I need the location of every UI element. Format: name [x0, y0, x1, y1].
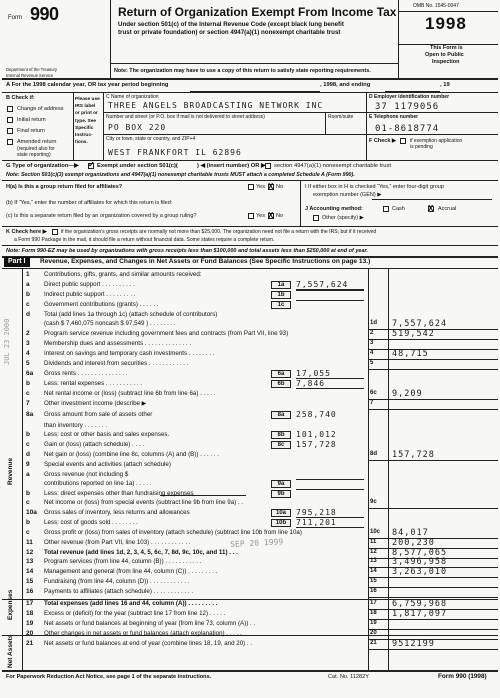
inner-box-label: 10b	[271, 519, 291, 527]
accrual-mark: X	[428, 204, 434, 213]
inner-box-amount[interactable]: 795,218	[296, 508, 364, 518]
amount-column-label: 11	[370, 539, 377, 545]
line-k-checkbox[interactable]	[52, 229, 58, 235]
line-description: Excess or (deficit) for the year (subtract line 17 from line 12) . . . . .	[44, 610, 226, 617]
amount-column-label: 20	[370, 630, 377, 636]
line-number: 21	[26, 640, 34, 647]
amount-column-label: 10c	[370, 529, 381, 535]
initial-return-checkbox[interactable]	[7, 117, 13, 123]
line-number: 4	[26, 350, 30, 357]
line-number: c	[26, 529, 30, 536]
line-description: Net rental income or (loss) (subtract line 6b from line 6a) . . . . .	[44, 390, 216, 397]
inner-box-amount[interactable]	[296, 300, 364, 301]
amount-column-label: 21	[370, 640, 377, 646]
catalog-number: Cat. No. 11282Y	[328, 674, 369, 680]
line-description: Gross profit or (loss) from sales of inventory (attach schedule) (subtract line 10b from line 10a)	[44, 529, 302, 536]
amount-value[interactable]: 8,577,065	[392, 548, 448, 558]
amount-column-label: 19	[370, 620, 377, 626]
amount-column-label: 3	[370, 340, 374, 346]
amount-column-label: 6c	[370, 390, 377, 396]
ha-no-mark: X	[268, 182, 274, 191]
exemption-pending-checkbox[interactable]	[400, 138, 406, 144]
line-i-2: exemption number (GEN) ▶	[313, 192, 382, 198]
city-label: City or town, state or country, and ZIP+4	[106, 136, 196, 142]
city-state-zip[interactable]: WEST FRANKFORT IL 62896	[108, 148, 242, 157]
line-k-label: K Check here ▶	[6, 229, 47, 235]
line-description: Total (add lines 1a through 1c) (attach schedule of contributors)	[44, 311, 218, 318]
room-suite-label: Room/suite	[328, 114, 354, 120]
form-subtitle-2: trust or private foundation) or section 4947(a)(1) nonexempt charitable trust	[118, 29, 341, 36]
line-number: 6a	[26, 370, 34, 377]
line-description: Less: cost or other basis and sales expenses.	[44, 431, 170, 438]
line-description: Total expenses (add lines 16 and 44, column (A)) . . . . . . . . .	[44, 600, 218, 607]
ha-no-label: No	[276, 184, 284, 190]
amount-value[interactable]: 7,557,624	[392, 319, 448, 329]
inner-box-label: 6a	[271, 370, 291, 378]
line-number: 14	[26, 568, 34, 575]
line-description: Less: direct expenses other than fundraising expenses	[44, 490, 194, 497]
amount-column-label: 14	[370, 568, 377, 574]
inner-box-label: 1b	[271, 291, 291, 299]
form-word: Form	[8, 15, 22, 21]
inner-box-label: 6b	[271, 380, 291, 388]
line-number: c	[26, 499, 30, 506]
ein-value[interactable]: 37 1179056	[375, 102, 440, 112]
amount-column-label: 5	[370, 360, 374, 366]
amount-value[interactable]: 1,817,097	[392, 609, 448, 619]
amount-value[interactable]: 3,263,010	[392, 567, 448, 577]
initial-return-label: Initial return	[17, 117, 46, 123]
final-return-label: Final return	[17, 128, 45, 134]
other-method-label: Other (specify) ▶	[322, 215, 364, 221]
line-g-insert: ) ◀ (insert number) OR ▶	[197, 163, 266, 169]
line-description: Contributions, gifts, grants, and similar amounts received:	[44, 271, 202, 278]
amount-column-label: 8d	[370, 451, 378, 457]
line-number: b	[26, 431, 30, 438]
inner-box-label: 8c	[271, 441, 291, 449]
501c-checkmark: ✓	[88, 160, 95, 169]
line-g-note: Note: Section 501(c)(3) exempt organizations and 4947(a)(1) nonexempt charitable trusts MUST attach a completed Schedule A (Form 990).	[6, 172, 355, 178]
part-1-label: Part I	[4, 257, 30, 267]
header-note: Note: The organization may have to use a copy of this return to satisfy state reporting requirements.	[114, 68, 371, 74]
paperwork-notice: For Paperwork Reduction Act Notice, see page 1 of the separate instructions.	[6, 674, 212, 680]
public-inspection-2: Open to Public	[425, 52, 464, 58]
line-a-end: , 19	[440, 82, 450, 88]
line-description: Dividends and interest from securities . . . . . . . . . . . .	[44, 360, 189, 367]
line-description: Gain or (loss) (attach schedule) . . . .	[44, 441, 145, 448]
line-description: Indirect public support . . . . . . . . .	[44, 291, 136, 298]
inner-box-label: 8b	[271, 431, 291, 439]
line-description: Total revenue (add lines 1d, 2, 3, 4, 5, 6c, 7, 8d, 9c, 10c, and 11) . . .	[44, 549, 238, 556]
securities-amount[interactable]: 157,728	[296, 440, 337, 449]
irs-label: Internal Revenue Service	[6, 73, 54, 78]
line-number: 13	[26, 558, 34, 565]
line-description: Gross rents . . . . . . . . . . . . . . .	[44, 370, 128, 377]
line-k-text-2: a Form 990 Package in the mail, it should file a return without financial data. Some states require a complete return.	[14, 237, 275, 243]
amount-value[interactable]: 48,715	[392, 349, 429, 359]
hc-yes-label: Yes	[256, 213, 265, 219]
part-1-title: Revenue, Expenses, and Changes in Net Assets or Fund Balances (See Specific Instructions on page 13.)	[40, 258, 371, 265]
line-number: b	[26, 519, 30, 526]
tax-year: 1998	[425, 14, 467, 33]
please-print-label: Please use IRS label or print or type. See Specific Instruc-tions.	[75, 97, 100, 146]
amount-value[interactable]: 9512199	[392, 639, 435, 649]
line-number: b	[26, 291, 30, 298]
amended-return-label: Amended return	[17, 139, 57, 145]
line-number: 8a	[26, 411, 34, 418]
amended-return-note-1: (required also for	[17, 146, 55, 152]
ha-yes-checkbox[interactable]	[248, 184, 254, 190]
expenses-section-label: Expenses	[7, 589, 14, 620]
line-description: Gross revenue (not including $	[44, 471, 129, 478]
line-number: 2	[26, 330, 30, 337]
amount-column-label: 16	[370, 588, 377, 594]
form-number: 990	[30, 4, 59, 24]
line-description: Net assets or fund balances at end of year (combine lines 18, 19, and 20) . .	[44, 640, 253, 647]
amount-value[interactable]: 519,542	[392, 329, 435, 339]
amount-value[interactable]: 3,496,958	[392, 557, 448, 567]
phone-value[interactable]: 01-8618774	[375, 124, 440, 134]
inner-box-amount[interactable]	[296, 479, 364, 480]
cash-label: Cash	[392, 206, 405, 212]
line-description: Payments to affiliates (attach schedule) . . . . . . . . . . . .	[44, 588, 194, 595]
line-description: Program services (from line 44, column (B)) . . . . . . . . . . .	[44, 558, 202, 565]
line-number: 11	[26, 539, 33, 546]
f-text-2: is pending	[410, 144, 433, 150]
amount-column-label: 4	[370, 350, 374, 356]
org-name[interactable]: THREE ANGELS BROADCASTING NETWORK INC	[108, 101, 324, 110]
ha-yes-label: Yes	[256, 184, 265, 190]
revenue-section-label: Revenue	[7, 457, 14, 485]
securities-amount[interactable]: 101,012	[296, 430, 337, 439]
amount-column-label: 1d	[370, 320, 378, 326]
line-number: 20	[26, 630, 34, 637]
amount-column-label: 15	[370, 578, 377, 584]
side-date-stamp: JUL 23 2000	[3, 318, 11, 365]
change-address-checkbox[interactable]	[7, 106, 13, 112]
line-description: Other changes in net assets or fund balances (attach explanation) . . . . .	[44, 630, 242, 637]
amount-value[interactable]: 6,759,968	[392, 599, 448, 609]
line-description: Membership dues and assessments . . . . . . . . . . . . . .	[44, 340, 192, 347]
accrual-label: Accrual	[438, 206, 457, 212]
line-number: a	[26, 281, 30, 288]
amount-column-label: 9c	[370, 499, 377, 505]
f-text-1: if exemption application	[410, 138, 463, 144]
cash-checkbox[interactable]	[383, 206, 389, 212]
line-number: 5	[26, 360, 30, 367]
amount-value[interactable]: 200,230	[392, 538, 435, 548]
amount-value[interactable]: 9,209	[392, 389, 423, 399]
inner-box-amount[interactable]: 7,557,624	[296, 280, 364, 290]
line-number: c	[26, 390, 30, 397]
inner-box-label: 1c	[271, 301, 291, 309]
line-number: d	[26, 311, 30, 318]
final-return-checkbox[interactable]	[7, 128, 13, 134]
amount-value[interactable]: 157,728	[392, 450, 435, 460]
line-g-exempt: Exempt under section 501(c)(	[97, 163, 178, 169]
securities-amount[interactable]: 258,740	[296, 410, 337, 419]
line-number: 7	[26, 400, 30, 407]
line-description: Government contributions (grants) . . . . . .	[44, 301, 159, 308]
line-a-mid: , 1998, and ending	[320, 82, 371, 88]
line-description: Management and general (from line 44, column (C)) . . . . . . . . .	[44, 568, 218, 575]
line-description: Net income or (loss) from special events (subtract line 9b from line 9a) . .	[44, 499, 244, 506]
public-inspection-3: Inspection	[432, 59, 460, 65]
line-number: 15	[26, 578, 34, 585]
amount-column-label: 2	[370, 330, 374, 336]
inner-box-amount[interactable]	[296, 290, 364, 291]
line-i-1: I If either box in H is checked “Yes,” enter four-digit group	[305, 184, 444, 190]
inner-box-amount[interactable]	[296, 489, 364, 490]
ein-label: D Employer identification number	[369, 94, 450, 100]
inner-box-label: 10a	[271, 509, 291, 517]
omb-number: OMB No. 1545-0047	[413, 3, 459, 9]
hc-no-mark: X	[268, 211, 274, 220]
org-name-label: C Name of organization	[106, 94, 159, 100]
inner-box-label: 8a	[271, 411, 291, 419]
check-if-label: B Check if:	[6, 95, 35, 101]
line-number: 10a	[26, 509, 37, 516]
line-g-section: section 4947(a)(1) nonexempt charitable trust	[274, 163, 391, 169]
line-description: Fundraising (from line 44, column (D)) . . . . . . . . . . . .	[44, 578, 190, 585]
accounting-method-label: J Accounting method:	[305, 206, 363, 212]
line-description: Net gain or (loss) (combine line 8c, columns (A) and (B)) . . . . . .	[44, 451, 220, 458]
inner-box-amount[interactable]: 17,055	[296, 369, 364, 379]
line-description: contributions reported on line 1a) . . . . .	[44, 480, 152, 487]
inner-box-label: 1a	[271, 281, 291, 289]
change-address-label: Change of address	[17, 106, 64, 112]
line-description: Direct public support . . . . . . . . . .	[44, 281, 135, 288]
received-date-stamp: SEP 20 1999	[230, 537, 284, 549]
line-k-text-1: if the organization's gross receipts are normally not more than $25,000. The organization need not file a return with the IRS; but if it received	[61, 229, 377, 235]
line-description: than inventory . . . . . . .	[44, 422, 107, 429]
line-description: Other revenue (from Part VII, line 103) . . . . . . . . . . . .	[44, 539, 191, 546]
line-description: Less: rental expenses . . . . . . . . . . .	[44, 380, 143, 387]
amount-column-label: 18	[370, 610, 377, 616]
amount-value[interactable]: 84,017	[392, 528, 429, 538]
line-number: 12	[26, 549, 34, 556]
line-g-label: G Type of organization—▶	[6, 163, 79, 169]
line-description: Special events and activities (attach schedule)	[44, 461, 171, 468]
amount-column-label: 13	[370, 558, 377, 564]
line-hc: (c) Is this a separate return filed by an organization covered by a group ruling?	[6, 213, 197, 219]
inner-box-label: 9a	[271, 480, 291, 488]
form-subtitle-1: Under section 501(c) of the Internal Revenue Code (except black lung benefit	[118, 21, 344, 28]
line-number: 16	[26, 588, 34, 595]
line-number: 17	[26, 600, 34, 607]
public-inspection-1: This Form is	[430, 45, 463, 51]
line-number: c	[26, 301, 30, 308]
amended-return-note-2: state reporting)	[17, 152, 51, 158]
line-description: Program service revenue including government fees and contracts (from Part VII, line 93)	[44, 330, 289, 337]
inner-box-amount[interactable]: 7,846	[296, 379, 364, 389]
line-number: 9	[26, 461, 30, 468]
amount-column-label: 7	[370, 400, 374, 406]
dept-label: Department of the Treasury	[6, 67, 57, 72]
street-label: Number and street (or P.O. box if mail is not delivered to street address)	[106, 114, 265, 120]
phone-label: E Telephone number	[369, 114, 419, 120]
line-description: Less: cost of goods sold . . . . . . . .	[44, 519, 138, 526]
form-990ez-note: Note: Form 990-EZ may be used by organizations with gross receipts less than $100,000 and total assets less than $250,000 at end of year.	[6, 248, 368, 254]
4947-checkbox[interactable]	[265, 163, 271, 169]
line-number: 19	[26, 620, 34, 627]
street-address[interactable]: PO BOX 220	[108, 123, 167, 132]
line-hb: (b) If “Yes,” enter the number of affiliates for which this return is filed:	[6, 200, 173, 206]
amount-column-label: 12	[370, 549, 377, 555]
line-description: Gross amount from sale of assets other	[44, 411, 153, 418]
line-number: c	[26, 441, 30, 448]
line-description: Gross sales of inventory, less returns and allowances	[44, 509, 190, 516]
net-assets-section-label: Net Assets	[7, 634, 14, 668]
f-check-label: F Check ▶	[369, 138, 397, 144]
line-number: d	[26, 451, 30, 458]
inner-box-amount[interactable]: 711,201	[296, 518, 364, 528]
other-method-checkbox[interactable]	[313, 215, 319, 221]
line-ha: H(a) Is this a group return filed for affiliates?	[6, 184, 123, 190]
line-description: Other investment income (describe ▶	[44, 400, 147, 407]
line-number: 1	[26, 271, 30, 278]
hc-yes-checkbox[interactable]	[248, 213, 254, 219]
line-description: Interest on savings and temporary cash investments . . . . . . . .	[44, 350, 215, 357]
hc-no-label: No	[276, 213, 284, 219]
line-number: 18	[26, 610, 34, 617]
inner-box-label: 9b	[271, 490, 291, 498]
amount-column-label: 17	[370, 600, 377, 606]
line-number: b	[26, 490, 30, 497]
form-title: Return of Organization Exempt From Income Tax	[118, 5, 397, 19]
amended-return-checkbox[interactable]	[7, 139, 13, 145]
line-a-label: A For the 1998 calendar year, OR tax year period beginning	[6, 82, 169, 88]
line-description: Net assets or fund balances at beginning of year (from line 73, column (A)) . .	[44, 620, 256, 627]
form-footer-id: Form 990 (1998)	[438, 673, 487, 680]
line-number: b	[26, 380, 30, 387]
line-number: a	[26, 471, 30, 478]
line-description: (cash $ 7,460,075 noncash $ 97,549 ) . . . . . . . .	[44, 320, 176, 327]
line-number: 3	[26, 340, 30, 347]
